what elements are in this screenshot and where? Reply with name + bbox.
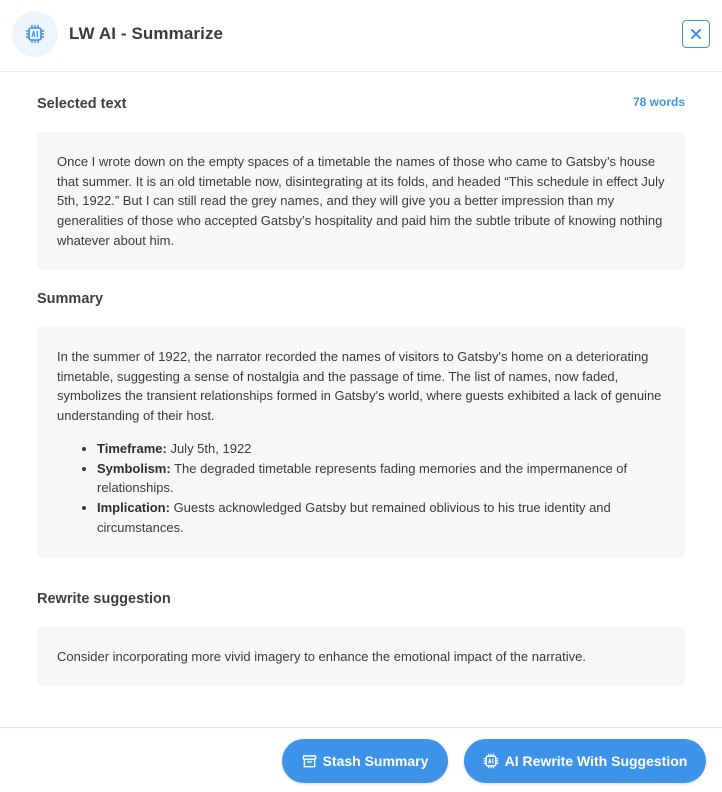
- selected-text-box: [37, 132, 685, 270]
- bullet-text: July 5th, 1922: [166, 440, 252, 456]
- dialog-footer: [0, 727, 722, 792]
- list-item: [97, 459, 665, 498]
- rewrite-suggestion-heading: Rewrite suggestion: [37, 591, 171, 607]
- stash-summary-label: Stash Summary: [322, 753, 429, 769]
- summary-heading: Summary: [37, 291, 104, 307]
- bullet-term: Timeframe:: [97, 440, 167, 456]
- list-item: [97, 498, 665, 537]
- close-button[interactable]: [682, 20, 710, 48]
- rewrite-suggestion-box: [37, 627, 685, 686]
- dialog-header: [0, 0, 722, 72]
- bullet-term: Implication:: [97, 499, 170, 515]
- bullet-text: Guests acknowledged Gatsby but remained oblivious to his true identity and circumstances.: [97, 499, 611, 535]
- summary-paragraph: In the summer of 1922, the narrator recorded the names of visitors to Gatsby's home on a deteriorating timetable, suggesting a sense of nostalgia and the passage of time. The list of names, now faded, symbolizes the transient relationships formed in Gatsby's world, where guests exhibited a lack of genuine understanding of their host.: [57, 349, 662, 424]
- archive-icon: [302, 754, 317, 769]
- word-count-badge: 78 words: [632, 95, 685, 109]
- bullet-text: The degraded timetable represents fading memories and the impermanence of relationships.: [97, 460, 628, 496]
- ai-chip-icon: [12, 11, 58, 57]
- page-title: LW AI - Summarize: [69, 24, 224, 43]
- summary-box: [37, 327, 685, 558]
- selected-text-content: Once I wrote down on the empty spaces of a timetable the names of those who came to Gatsby’s house that summer. It is an old timetable now, disintegrating at its folds, and headed “This schedule in effect July 5th, 1922.” But I can still read the grey names, and they will give you a better impression than my generalities of those who accepted Gatsby’s hospitality and paid him the subtle tribute of knowing nothing whatever about him.: [57, 154, 665, 248]
- summary-bullet-list: [97, 439, 665, 538]
- ai-chip-icon: [483, 753, 499, 769]
- close-icon: [690, 28, 702, 40]
- bullet-term: Symbolism:: [97, 460, 171, 476]
- selected-text-heading: Selected text: [37, 96, 127, 112]
- rewrite-suggestion-text: Consider incorporating more vivid imagery to enhance the emotional impact of the narrative.: [57, 649, 586, 664]
- ai-rewrite-label: AI Rewrite With Suggestion: [504, 753, 688, 769]
- list-item: [97, 439, 665, 459]
- stash-summary-button[interactable]: [282, 739, 448, 783]
- ai-rewrite-button[interactable]: [464, 739, 706, 783]
